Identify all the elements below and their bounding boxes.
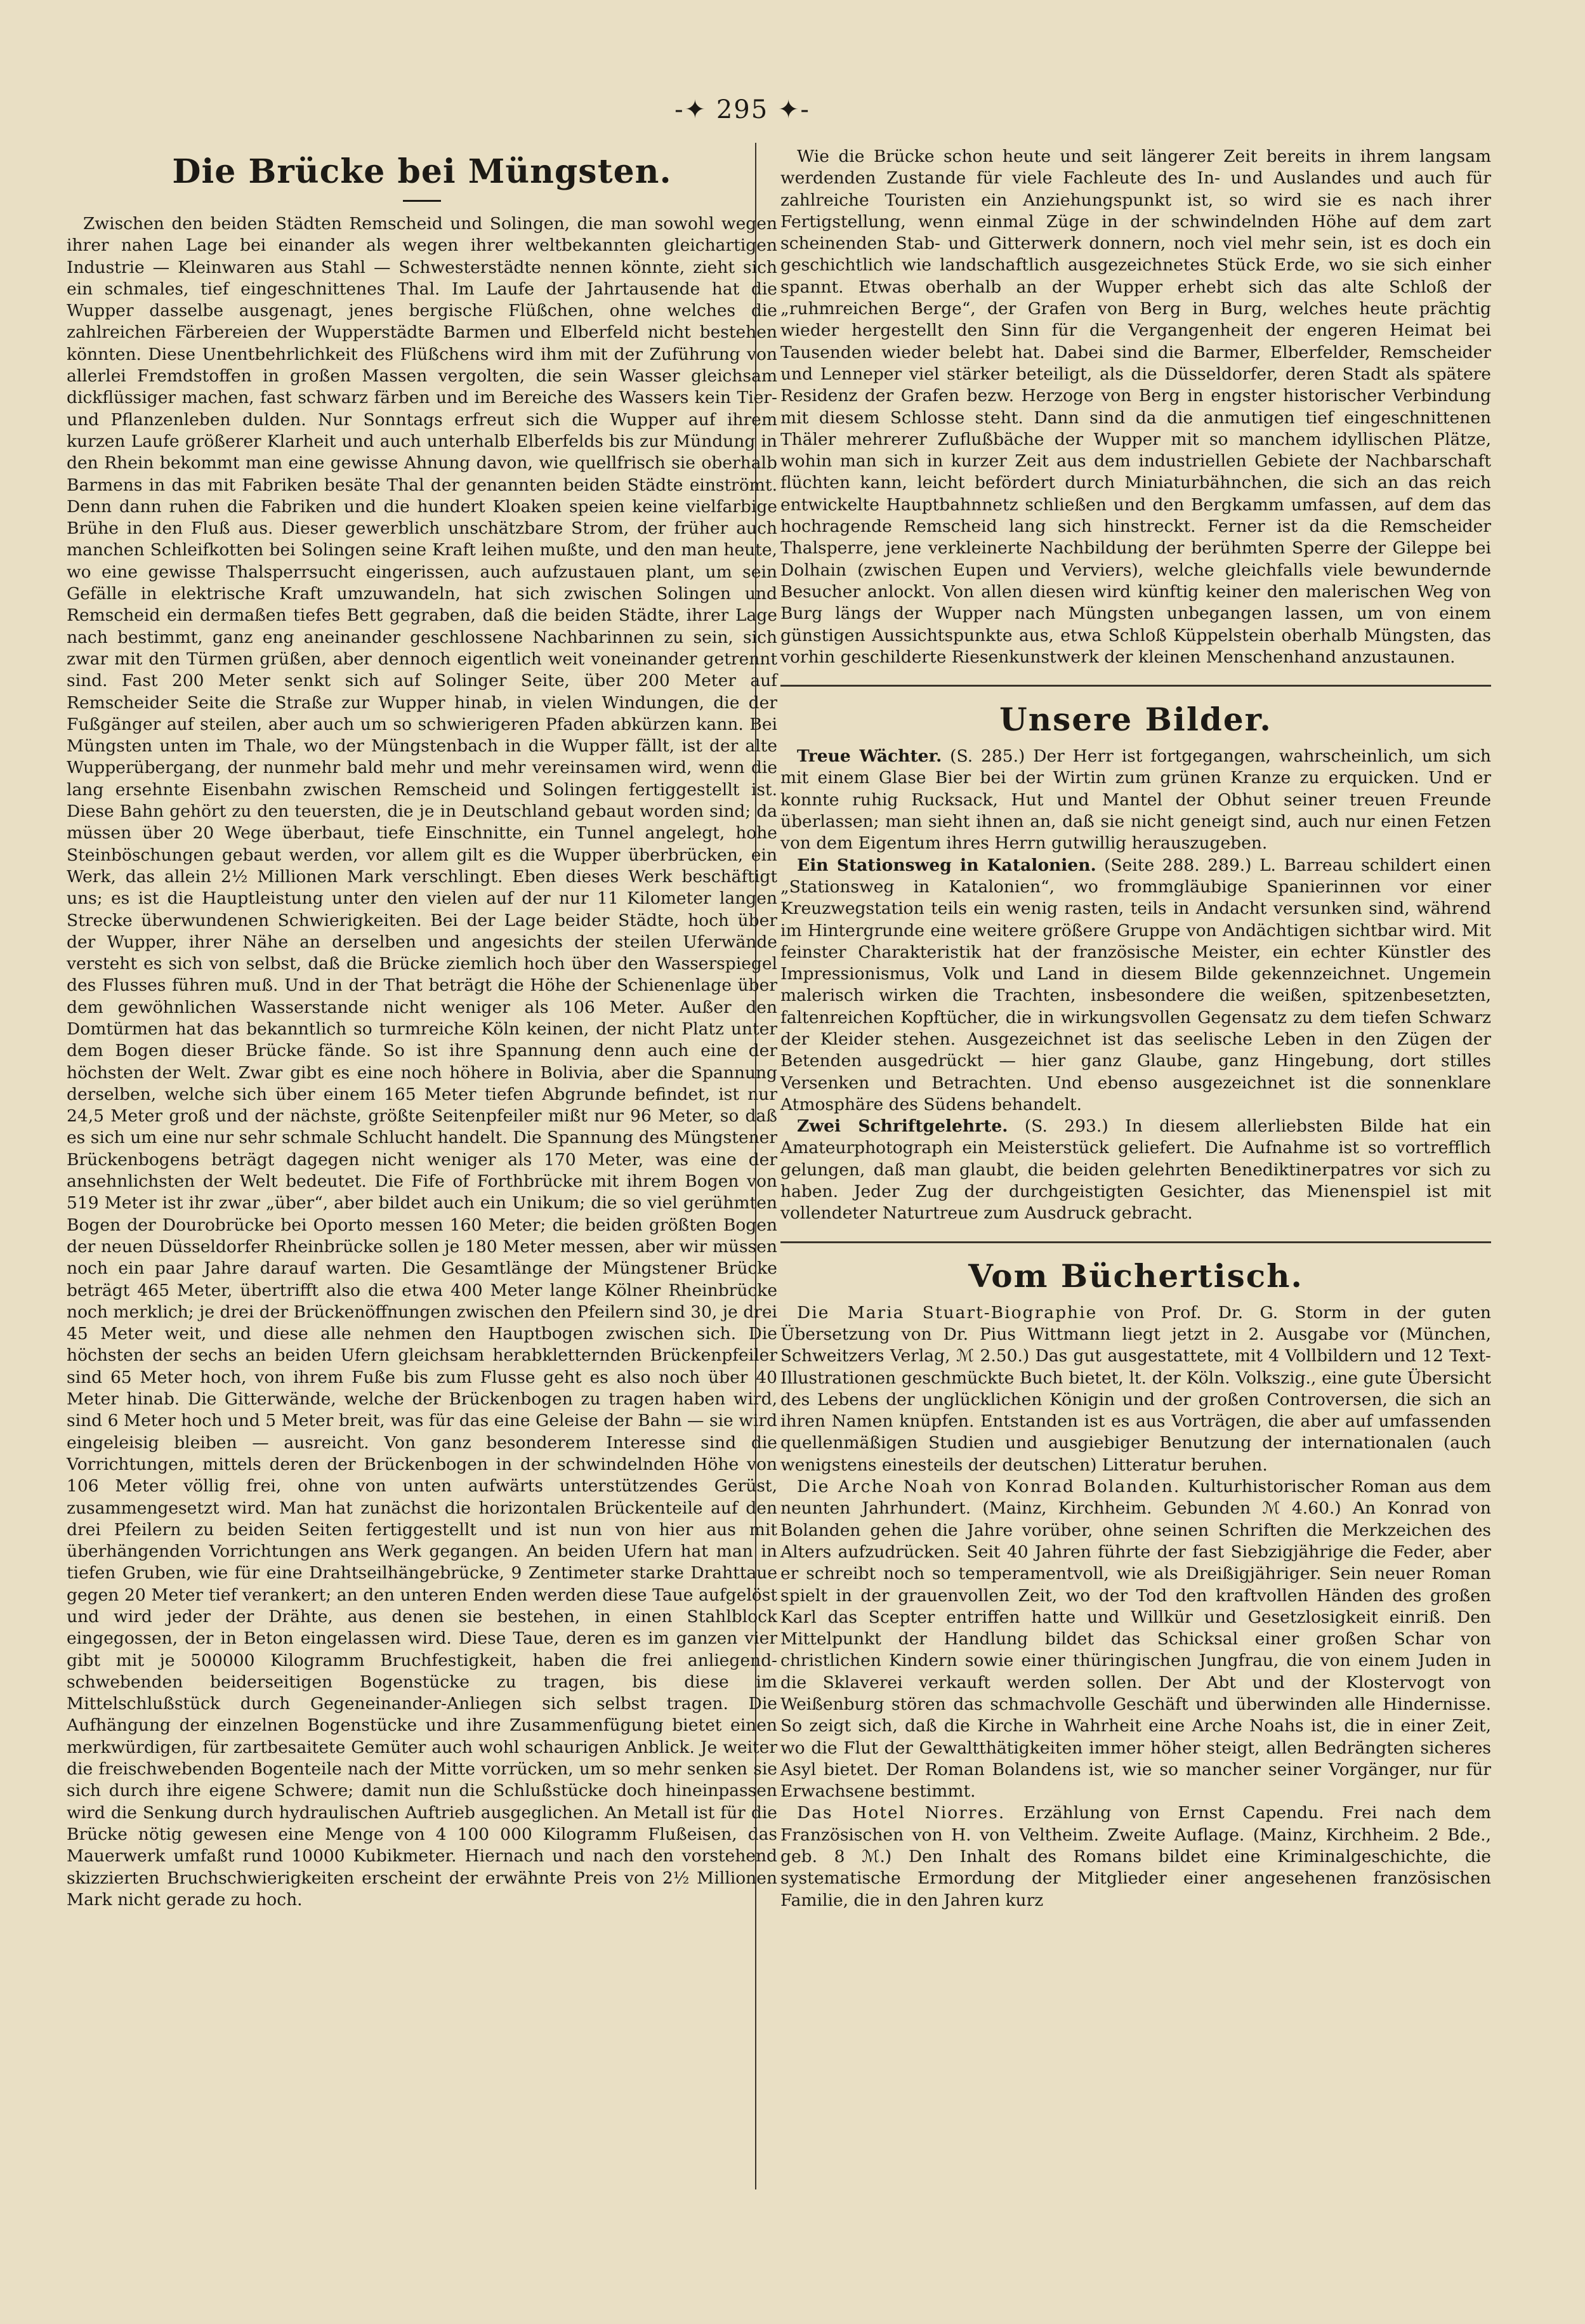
- section-separator: [780, 1241, 1491, 1243]
- note-lead: Zwei Schriftgelehrte.: [797, 1116, 1008, 1137]
- image-note: [780, 1116, 1491, 1224]
- review-head: Die Arche Noah von Konrad Bolanden.: [797, 1477, 1181, 1497]
- review-text: Erzählung von Ernst Capendu. Frei nach dem Französischen von H. von Veltheim. Zweite Auflage. (Mainz, Kirchheim. 2 Bde., geb. 8 ℳ.) Den Inhalt des Romans bildet eine Kriminalgeschichte, die systematische Ermordung der Mitglieder einer angesehenen französischen Familie, die in den Jahren kurz: [780, 1803, 1491, 1910]
- section-buechertisch: [780, 1257, 1491, 1911]
- note-lead: Treue Wächter.: [797, 746, 942, 767]
- note-text: (Seite 288. 289.) L. Barreau schildert einen „Stationsweg in Katalonien“, wo frommgläubige Spanierinnen vor einer Kreuzwegstation teils ein wenig rasten, teils in Andacht versunken sind, während im Hintergrunde eine weitere größere Gruppe von Andächtigen sichtbar wird. Mit feinster Charakteristik hat der französische Meister, ein echter Künstler des Impressionismus, Volk und Land in diesem Bilde gekennzeichnet. Ungemein malerisch wirken die Trachten, insbesondere die weißen, spitzenbesetzten, faltenreichen Kopftücher, die in wirkungsvollen Gegensatz zu dem tiefen Schwarz der Kleider stehen. Ausgezeichnet ist das seelische Leben in den Zügen der Betenden ausgedrückt — hier ganz Glaube, ganz Hingebung, dort stilles Versenken und Betrachten. Und ebenso ausgezeichnet ist die sonnenklare Atmosphäre des Südens behandelt.: [780, 855, 1491, 1114]
- review-head: Die Maria Stuart-Biographie: [797, 1302, 1098, 1323]
- article-continuation: Wie die Brücke schon heute und seit längerer Zeit bereits in ihrem langsam werdenden Zustande für viele Fachleute des In- und Auslandes und auch für zahlreiche Touristen ein Anziehungspunkt ist, so wird sie es nach ihrer Fertigstellung, wenn einmal Züge in der schwindelnden Höhe auf dem zart scheinenden Stab- und Gitterwerk donnern, noch viel mehr sein, ist es doch ein geschichtlich wie landschaftlich ausgezeichnetes Stück Erde, wo sie sich einher spannt. Etwas oberhalb an der Wupper erhebt sich das alte Schloß der „ruhmreichen Berge“, der Grafen von Berg in Burg, welches heute prächtig wieder hergestellt den Sinn für die Vergangenheit der engeren Heimat bei Tausenden wieder belebt hat. Dabei sind die Barmer, Elberfelder, Remscheider und Lenneper viel stärker beteiligt, als die Düsseldorfer, deren Stadt als spätere Residenz der Grafen bezw. Herzoge von Berg in engster historischer Verbindung mit diesem Schlosse steht. Dann sind da die anmutigen tief eingeschnittenen Thäler mehrerer Zuflußbäche der Wupper mit so manchem idyllischen Plätze, wohin man sich in kurzer Zeit aus dem industriellen Gebiete der Nachbarschaft flüchten kann, leicht befördert durch Miniaturbähnchen, die sich an das reich entwickelte Hauptbahnnetz schließen und den Bergkamm umfassen, auf dem das hochragende Remscheid lang sich hinstreckt. Ferner ist da die Remscheider Thalsperre, jene verkleinerte Nachbildung der berühmten Sperre der Gileppe bei Dolhain (zwischen Eupen und Verviers), welche gleichfalls viele bewundernde Besucher anlockt. Von allen diesen wird künftig keiner den malerischen Weg von Burg längs der Wupper nach Müngsten unbegangen lassen, um von einem günstigen Aussichtspunkte aus, etwa Schloß Küppelstein oberhalb Müngsten, das vorhin geschilderte Riesenkunstwerk der kleinen Menschenhand anzustaunen.: [780, 147, 1491, 667]
- book-review: [780, 1302, 1491, 1476]
- review-text: von Prof. Dr. G. Storm in der guten Übersetzung von Dr. Pius Wittmann liegt jetzt in 2. Ausgabe vor (München, Schweitzers Verlag, ℳ 2.50.) Das gut ausgestattete, mit 4 Vollbildern und 12 Text-Illustrationen geschmückte Buch bietet, lt. der Köln. Volkszig., eine gute Übersicht des Lebens der unglücklichen Königin und der großen Controversen, die sich an ihren Namen knüpfen. Entstanden ist es aus Vorträgen, die aber auf umfassenden quellenmäßigen Studien und ausgiebiger Benutzung der internationalen (auch wenigstens einesteils der deutschen) Litteratur beruhen.: [780, 1302, 1491, 1475]
- left-column: [67, 146, 777, 2177]
- review-head: Das Hotel Niorres.: [797, 1803, 1006, 1823]
- right-column: [780, 146, 1491, 2228]
- page-number: -✦ 295 ✦-: [674, 95, 810, 124]
- book-review: [780, 1802, 1491, 1911]
- note-text: (S. 293.) In diesem allerliebsten Bilde hat ein Amateurphotograph ein Meisterstück geliefert. Die Aufnahme ist so vortrefflich gelungen, daß man glaubt, die beiden gelehrten Benediktinerpatres vor sich zu haben. Jeder Zug der durchgeistigten Gesichter, das Mienenspiel ist mit vollendeter Naturtreue zum Ausdruck gebracht.: [780, 1116, 1492, 1224]
- review-text: Kulturhistorischer Roman aus dem neunten Jahrhundert. (Mainz, Kirchheim. Gebunden ℳ 4.60.) An Konrad von Bolanden gehen die Jahre vorüber, ohne seinen Schriften die Merkzeichen des Alters aufzudrücken. Seit 40 Jahren führte der fast Siebzigjährige die Feder, aber er schreibt noch so temperamentvoll, wie als Dreißigjähriger. Sein neuer Roman spielt in der grauenvollen Zeit, wo der Tod den kraftvollen Händen des großen Karl das Scepter entriffen hatte und Willkür und Gesetzlosigkeit einriß. Den Mittelpunkt der Handlung bildet das Schicksal einer großen Schar von christlichen Kindern sowie einer thüringischen Jungfrau, die von einem Juden in die Sklaverei verkauft werden sollen. Der Abt und der Klostervogt von Weißenburg stören das schmachvolle Geschäft und überwinden alle Hindernisse. So zeigt sich, daß die Kirche in Wahrheit eine Arche Noahs ist, die in einer Zeit, wo die Flut der Gewaltthätigkeiten immer höher steigt, allen Bedrängten sicheres Asyl bietet. Der Roman Bolandens ist, wie so mancher seiner Vorgänger, nur für Erwachsene bestimmt.: [780, 1477, 1491, 1802]
- note-text: (S. 285.) Der Herr ist fortgegangen, wahrscheinlich, um sich mit einem Glase Bier bei der Wirtin zum grünen Kranze zu erquicken. Und er konnte ruhig Rucksack, Hut und Mantel der Obhut seiner treuen Freunde überlassen; man sieht ihnen an, daß sie nicht geneigt sind, auch nur einen Fetzen von dem Eigentum ihres Herrn gutwillig herauszugeben.: [780, 746, 1491, 854]
- section-title: Unsere Bilder.: [999, 701, 1272, 739]
- title-rule: [403, 200, 441, 202]
- article-body: Zwischen den beiden Städten Remscheid und Solingen, die man sowohl wegen ihrer nahen Lage bei einander als wegen ihrer weltbekannten gleichartigen Industrie — Kleinwaren aus Stahl — Schwesterstädte nennen könnte, zieht sich ein schmales, tief eingeschnittenes Thal. Im Laufe der Jahrtausende hat die Wupper dasselbe ausgenagt, jenes bergische Flüßchen, ohne welches die zahlreichen Färbereien der Wupperstädte Barmen und Elberfeld nicht bestehen könnten. Diese Unentbehrlichkeit des Flüßchens wird ihm mit der Zuführung von allerlei Fremdstoffen in großen Massen vergolten, die sein Wasser gleichsam dickflüssiger machen, fast schwarz färben und im Bereiche des Wassers kein Tier- und Pflanzenleben dulden. Nur Sonntags erfreut sich die Wupper auf ihrem kurzen Laufe größerer Klarheit und auch unterhalb Elberfelds bis zur Mündung in den Rhein bekommt man eine gewisse Ahnung davon, wie quellfrisch sie oberhalb Barmens in das mit Fabriken besäte Thal der genannten beiden Städte einströmt. Denn dann ruhen die Fabriken und die hundert Kloaken speien keine vielfarbige Brühe in den Fluß aus. Dieser gewerblich unschätzbare Strom, der früher auch manchen Schleifkotten bei Solingen seine Kraft leihen mußte, und den man heute, wo eine gewisse Thalsperrsucht eingerissen, auch aufzustauen plant, um sein Gefälle in elektrische Kraft umzuwandeln, hat sich zwischen Solingen und Remscheid ein dermaßen tiefes Bett gegraben, daß die beiden Städte, ihrer Lage nach bestimmt, ganz eng aneinander geschlossene Nachbarinnen zu sein, sich zwar mit den Türmen grüßen, aber dennoch eigentlich weit voneinander getrennt sind. Fast 200 Meter senkt sich auf Solinger Seite, über 200 Meter auf Remscheider Seite die Straße zur Wupper hinab, in vielen Windungen, die der Fußgänger auf steilen, aber auch um so schwierigeren Pfaden abkürzen kann. Bei Müngsten unten im Thale, wo der Müngstenbach in die Wupper fällt, ist der alte Wupperübergang, der nunmehr bald mehr und mehr vereinsamen wird, wenn die lang ersehnte Eisenbahn zwischen Remscheid und Solingen fertiggestellt ist. Diese Bahn gehört zu den teuersten, die je in Deutschland gebaut worden sind; da müssen über 20 Wege überbaut, tiefe Einschnitte, ein Tunnel angelegt, hohe Steinböschungen gebaut werden, vor allem gilt es die Wupper überbrücken, ein Werk, das allein 2½ Millionen Mark verschlingt. Eben dieses Werk beschäftigt uns; es ist die Hauptleistung unter den vielen auf der nur 11 Kilometer langen Strecke überwundenen Schwierigkeiten. Bei der Lage beider Städte, hoch über der Wupper, ihrer Nähe an derselben und angesichts der steilen Uferwände versteht es sich von selbst, daß die Brücke ziemlich hoch über den Wasserspiegel des Flusses führen muß. Und in der That beträgt die Höhe der Schienenlage über dem gewöhnlichen Wasserstande nicht weniger als 106 Meter. Außer den Domtürmen hat das bekanntlich so turmreiche Köln keinen, der nicht Platz unter dem Bogen dieser Brücke fände. So ist ihre Spannung denn auch eine der höchsten der Welt. Zwar gibt es eine noch höhere in Bolivia, aber die Spannung derselben, welche sich über einem 165 Meter tiefen Abgrunde befindet, ist nur 24,5 Meter groß und der nächste, größte Seitenpfeiler mißt nur 96 Meter, so daß es sich um eine nur sehr schmale Schlucht handelt. Die Spannung des Müngstener Brückenbogens beträgt dagegen nicht weniger als 170 Meter, was eine der ansehnlichsten der Welt bedeutet. Die Fife of Forthbrücke mit ihrem Bogen von 519 Meter ist ihr zwar „über“, aber bildet auch ein Unikum; die so viel gerühmten Bogen der Dourobrücke bei Oporto messen 160 Meter; die beiden größten Bogen der neuen Düsseldorfer Rheinbrücke sollen je 180 Meter messen, aber wir müssen noch ein paar Jahre darauf warten. Die Gesamtlänge der Müngstener Brücke beträgt 465 Meter, übertrifft also die etwa 400 Meter lange Kölner Rheinbrücke noch merklich; je drei der Brückenöffnungen zwischen den Pfeilern sind 30, je drei 45 Meter weit, und diese alle nehmen den Hauptbogen zwischen sich. Die höchsten der sechs an beiden Ufern gleichsam herabkletternden Brückenpfeiler sind 65 Meter hoch, von ihrem Fuße bis zum Flusse geht es also noch über 40 Meter hinab. Die Gitterwände, welche der Brückenbogen zu tragen haben wird, sind 6 Meter hoch und 5 Meter breit, was für das eine Geleise der Bahn — sie wird eingeleisig bleiben — ausreicht. Von ganz besonderem Interesse sind die Vorrichtungen, mittels deren der Brückenbogen in der schwindelnden Höhe von 106 Meter völlig frei, ohne von unten aufwärts unterstützendes Gerüst, zusammengesetzt wird. Man hat zunächst die horizontalen Brückenteile auf den drei Pfeilern zu beiden Seiten fertiggestellt und ist nun von hier aus mit überhängenden Vorrichtungen ans Werk gegangen. An beiden Ufern hat man in tiefen Gruben, wie für eine Drahtseilhängebrücke, 9 Zentimeter starke Drahttaue gegen 20 Meter tief verankert; an den unteren Enden werden diese Taue aufgelöst und wird jeder der Drähte, aus denen sie bestehen, in einen Stahlblock eingegossen, der in Beton eingelassen wird. Diese Taue, deren es im ganzen vier gibt mit je 500000 Kilogramm Bruchfestigkeit, haben die frei anliegend-schwebenden beiderseitigen Bogenstücke zu tragen, bis diese im Mittelschlußstück durch Gegeneinander-Anliegen sich selbst tragen. Die Aufhängung der einzelnen Bogenstücke und ihre Zusammenfügung bietet einen merkwürdigen, für zartbesaitete Gemüter auch wohl schaurigen Anblick. Je weiter die freischwebenden Bogenteile nach der Mitte vorrücken, um so mehr senken sie sich durch ihre eigene Schwere; damit nun die Schlußstücke doch hineinpassen wird die Senkung durch hydraulischen Auftrieb ausgeglichen. An Metall ist für die Brücke nötig gewesen eine Menge von 4 100 000 Kilogramm Flußeisen, das Mauerwerk umfaßt rund 10000 Kubikmeter. Hiernach und nach den vorstehend skizzierten Bruchschwierigkeiten erscheint der erwähnte Preis von 2½ Millionen Mark nicht gerade zu hoch.: [67, 214, 777, 1910]
- article-title: Die Brücke bei Müngsten.: [172, 152, 672, 191]
- section-title: Vom Büchertisch.: [968, 1257, 1303, 1295]
- section-unsere-bilder: [780, 701, 1491, 1225]
- note-lead: Ein Stationsweg in Katalonien.: [797, 855, 1096, 875]
- image-note: [780, 746, 1491, 854]
- book-review: [780, 1476, 1491, 1802]
- section-separator: [780, 685, 1491, 687]
- image-note: [780, 855, 1491, 1116]
